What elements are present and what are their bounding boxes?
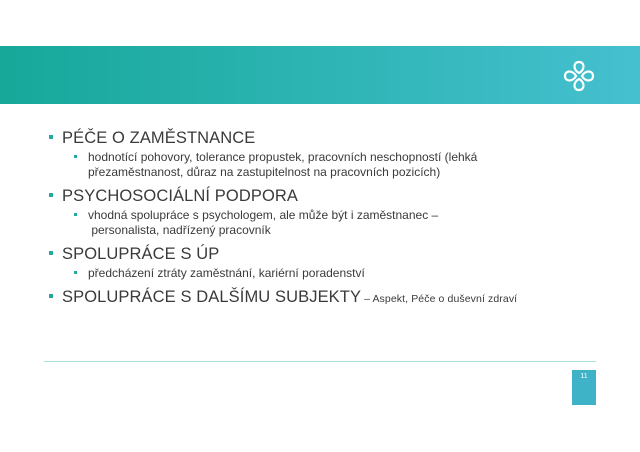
- sub-line: personalista, nadřízený pracovník: [88, 223, 271, 237]
- slide-content: [48, 128, 618, 311]
- bullet-marker: [49, 193, 53, 197]
- sub-bullet-psychosocial: [48, 208, 618, 238]
- bullet-marker: [49, 135, 53, 139]
- sub-bullet-marker: [74, 213, 77, 216]
- sub-line: hodnotící pohovory, tolerance propustek, pracovních neschopností (lehká: [88, 150, 478, 164]
- bullet-heading-subjects: [48, 287, 618, 309]
- sub-bullet-marker: [74, 155, 77, 158]
- footer-divider: [44, 361, 596, 362]
- sub-line: vhodná spolupráce s psychologem, ale může být i zaměstnanec –: [88, 208, 439, 222]
- bullet-heading-psychosocial: [48, 186, 618, 206]
- interlocking-petals-logo-icon: [561, 58, 597, 94]
- sub-line: předcházení ztráty zaměstnání, kariérní poradenství: [88, 266, 365, 280]
- bullet-heading-care: [48, 128, 618, 148]
- heading-text: SPOLUPRÁCE S ÚP: [62, 245, 220, 263]
- heading-text: SPOLUPRÁCE S DALŠÍMU SUBJEKTY: [62, 288, 362, 306]
- sub-bullet-up: [48, 266, 618, 281]
- sub-line: přezaměstnanost, důraz na zastupitelnost na pracovních pozicích): [88, 165, 441, 179]
- header-band: [0, 46, 640, 104]
- bullet-heading-up: [48, 244, 618, 264]
- bullet-marker: [49, 294, 53, 298]
- page-number-badge: [572, 370, 596, 405]
- heading-text: PSYCHOSOCIÁLNÍ PODPORA: [62, 187, 299, 205]
- sub-bullet-care: [48, 150, 618, 180]
- bullet-marker: [49, 251, 53, 255]
- heading-text: PÉČE O ZAMĚSTNANCE: [62, 129, 256, 147]
- page-number: 11: [580, 373, 588, 380]
- heading-suffix: – Aspekt, Péče o duševní zdraví: [361, 293, 518, 305]
- sub-bullet-marker: [74, 271, 77, 274]
